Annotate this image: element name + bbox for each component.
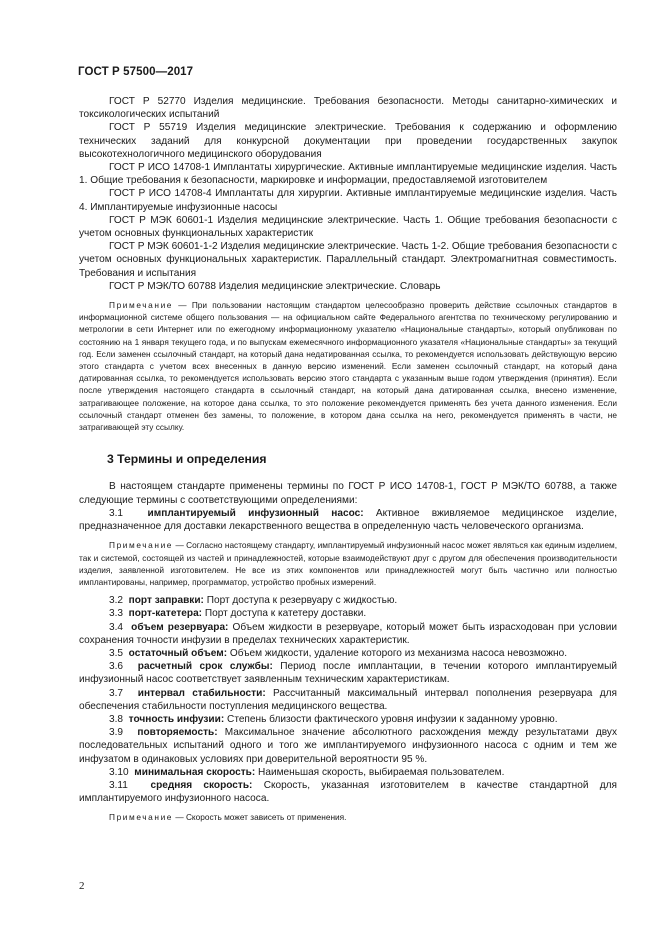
note-label: Примечание [109,300,174,311]
term-item: 3.6 расчетный срок службы: Период после имплантации, в течении которого имплантируемый инфузионный насос соответствует заявленным техническим характеристикам. [79,661,618,686]
note-text: — При пользовании настоящим стандартом целесообразно проверить действие ссылочных стандартов в информационной системе общего пользования — на официальном сайте Федерального агентства по техническому регулированию и метрологии в сети Интернет или по ежегодному информационному указателю «Национальные стандарты», который опубликован по состоянию на 1 января текущего года, и по выпускам ежемесячного информационного указателя «Национальные стандарты» за текущий год. Если заменен ссылочный стандарт, на который дана недатированная ссылка, то рекомендуется использовать действующую версию этого стандарта с учетом всех внесенных в данную версию изменений. Если заменен ссылочный стандарт, на который дана датированная ссылка, то рекомендуется использовать версию этого стандарта с указанным выше годом утверждения (принятия). Если после утверждения настоящего стандарта в ссылочный стандарт, на который дана датированная ссылка, внесено изменение, затрагивающее положение, на которое дана ссылка, то это положение рекомендуется применять без учета данного изменения. Если ссылочный стандарт отменен без замены, то положение, в котором дана ссылка на него, рекомендуется применять в части, не затрагивающей эту ссылку. [79,300,617,433]
term-item: 3.10 минимальная скорость: Наименьшая скорость, выбираемая пользователем. [109,766,505,778]
term-item: 3.5 остаточный объем: Объем жидкости, удаление которого из механизма насоса невозможно. [109,647,568,659]
term-item: 3.3 порт-катетера: Порт доступа к катетеру доставки. [109,608,367,620]
page-number: 2 [79,880,85,892]
term-item: 3.4 объем резервуара: Объем жидкости в резервуаре, который может быть израсходован при условии сохранения точности инфузии в пределах технических характеристик. [79,621,617,646]
note-text: — Скорость может зависеть от применения. [173,812,347,823]
ref-item: ГОСТ Р ИСО 14708-4 Имплантаты для хирургии. Активные имплантируемые медицинские изделия. Часть 4. Имплантируемые инфузионные насосы [79,188,617,213]
term-definition: Активное вживляемое медицинское изделие, предназначенное для доставки лекарственного вещества в определенную часть человеческого организма. [79,507,617,533]
section-intro: В настоящем стандарте применены термины по ГОСТ Р ИСО 14708-1, ГОСТ Р МЭК/ТО 60788, а также следующие термины с соответствующими определениями: [79,481,617,506]
note-text: — Согласно настоящему стандарту, имплантируемый инфузионный насос может являться как единым изделием, так и системой, состоящей из частей и принадлежностей, которые взаимодействуют друг с другом для обеспечения производительности изделия, заявленной изготовителем. Не все из этих компонентов или принадлежностей могут быть частично или полностью имплантированы, например, программатор, устройство пробных измерений. [79,540,617,587]
document-header: ГОСТ Р 57500—2017 [78,66,194,78]
ref-item: ГОСТ Р ИСО 14708-1 Имплантаты хирургические. Активные имплантируемые медицинские изделия. Часть 1. Общие требования к безопасности, маркировке и информации, предоставляемой изготовителем [79,162,617,187]
term-item: 3.11 средняя скорость: Скорость, указанная изготовителем в качестве стандартной для имплантируемого инфузионного насоса. [79,779,617,805]
term-name: имплантируемый инфузионный насос: [147,507,364,519]
document-body [79,95,617,824]
note-references [79,299,617,433]
ref-item: ГОСТ Р МЭК/ТО 60788 Изделия медицинские электрические. Словарь [109,280,441,292]
note-pump [79,539,617,588]
term-3-1: 3.1 имплантируемый инфузионный насос: Активное вживляемое медицинское изделие, предназначенное для доставки лекарственного вещества в определенную часть человеческого организма. [79,507,617,533]
term-item: 3.7 интервал стабильности: Рассчитанный максимальный интервал пополнения резервуара для обеспечения стабильности поступления медицинского вещества. [79,687,618,712]
note-label: Примечание [109,540,174,551]
term-item: 3.9 повторяемость: Максимальное значение абсолютного расхождения между результатами двух последовательных испытаний одного и того же имплантируемого инфузионного насоса с одним и тем же инфузатом в одинаковых условиях при доверительной вероятности 95 %. [79,727,618,765]
ref-item: ГОСТ Р МЭК 60601-1-2 Изделия медицинские электрические. Часть 1-2. Общие требования безопасности с учетом основных функциональных характеристик. Параллельный стандарт. Электромагнитная совместимость. Требования и испытания [79,241,617,279]
note-label: Примечание [109,812,174,823]
section-title: 3 Термины и определения [107,452,267,467]
term-item: 3.2 порт заправки: Порт доступа к резервуару с жидкостью. [109,595,398,607]
ref-item: ГОСТ Р МЭК 60601-1 Изделия медицинские электрические. Часть 1. Общие требования безопасности с учетом основных функциональных характеристик [79,214,617,240]
ref-item: ГОСТ Р 55719 Изделия медицинские электрические. Требования к содержанию и оформлению технических заданий для конкурсной документации при проведении государственных закупок высокотехнологичного медицинского оборудования [79,122,617,160]
term-item: 3.8 точность инфузии: Степень близости фактического уровня инфузии к заданному уровню. [109,713,558,725]
ref-item: ГОСТ Р 52770 Изделия медицинские. Требования безопасности. Методы санитарно-химических и токсикологических испытаний [79,96,617,121]
note-speed [79,811,617,823]
